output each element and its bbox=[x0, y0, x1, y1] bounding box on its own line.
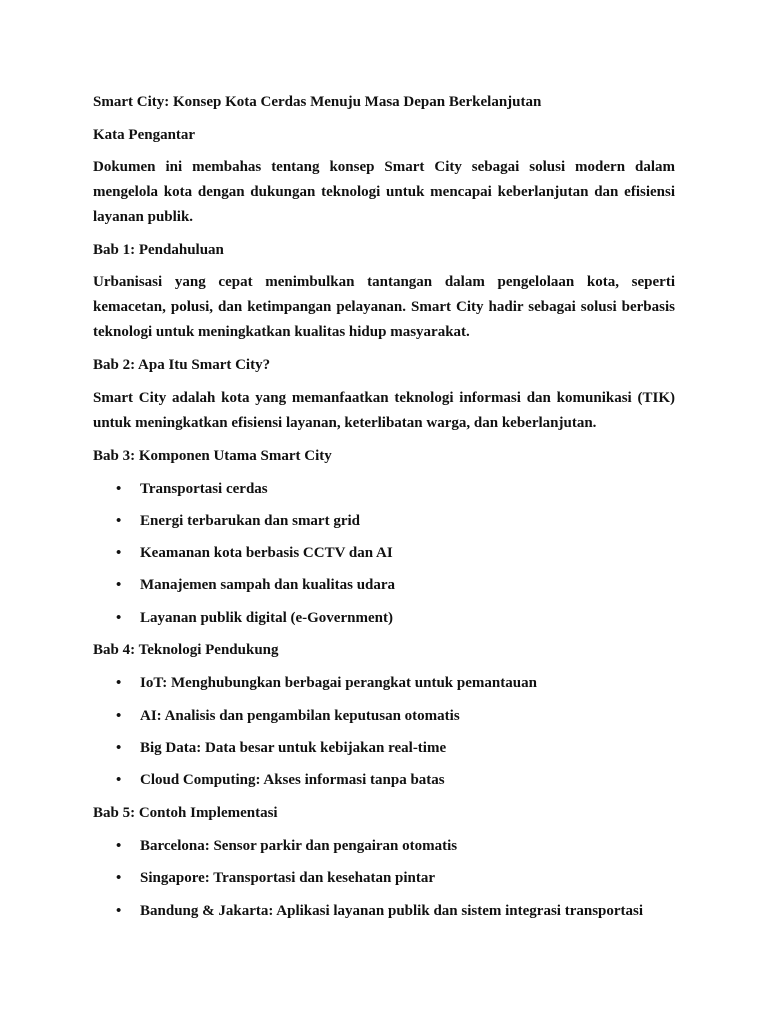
list-item: Cloud Computing: Akses informasi tanpa batas bbox=[140, 772, 445, 788]
bullet-icon: • bbox=[116, 675, 122, 691]
intro-paragraph: Dokumen ini membahas tentang konsep Smart City sebagai solusi modern dalam mengelola kota dengan dukungan teknologi untuk mencapai keberlanjutan dan efisiensi layanan publik. bbox=[93, 159, 675, 225]
bab1-heading: Bab 1: Pendahuluan bbox=[93, 242, 224, 258]
bab4-heading: Bab 4: Teknologi Pendukung bbox=[93, 642, 279, 658]
intro-heading: Kata Pengantar bbox=[93, 127, 196, 143]
bullet-icon: • bbox=[116, 577, 122, 593]
bullet-icon: • bbox=[116, 903, 122, 919]
document-title: Smart City: Konsep Kota Cerdas Menuju Masa Depan Berkelanjutan bbox=[93, 94, 542, 110]
bullet-icon: • bbox=[116, 545, 122, 561]
bullet-icon: • bbox=[116, 708, 122, 724]
bab5-heading: Bab 5: Contoh Implementasi bbox=[93, 805, 278, 821]
bullet-icon: • bbox=[116, 481, 122, 497]
list-item: IoT: Menghubungkan berbagai perangkat untuk pemantauan bbox=[140, 675, 537, 691]
list-item: Big Data: Data besar untuk kebijakan real-time bbox=[140, 740, 447, 756]
bab3-heading: Bab 3: Komponen Utama Smart City bbox=[93, 448, 332, 464]
list-item: Layanan publik digital (e-Government) bbox=[140, 610, 393, 626]
list-item: Manajemen sampah dan kualitas udara bbox=[140, 577, 396, 593]
bullet-icon: • bbox=[116, 772, 122, 788]
bullet-icon: • bbox=[116, 838, 122, 854]
bab2-heading: Bab 2: Apa Itu Smart City? bbox=[93, 357, 271, 373]
list-item: Singapore: Transportasi dan kesehatan pintar bbox=[140, 870, 436, 886]
bullet-icon: • bbox=[116, 870, 122, 886]
bullet-icon: • bbox=[116, 740, 122, 756]
bullet-icon: • bbox=[116, 513, 122, 529]
list-item: AI: Analisis dan pengambilan keputusan otomatis bbox=[140, 708, 460, 724]
bab2-paragraph: Smart City adalah kota yang memanfaatkan teknologi informasi dan komunikasi (TIK) untuk meningkatkan efisiensi layanan, keterlibatan warga, dan keberlanjutan. bbox=[93, 390, 675, 431]
bab1-paragraph: Urbanisasi yang cepat menimbulkan tantangan dalam pengelolaan kota, seperti kemacetan, polusi, dan ketimpangan pelayanan. Smart City hadir sebagai solusi berbasis teknologi untuk meningkatkan kualitas hidup masyarakat. bbox=[93, 274, 675, 340]
list-item: Bandung & Jakarta: Aplikasi layanan publik dan sistem integrasi transportasi bbox=[140, 903, 644, 919]
list-item: Transportasi cerdas bbox=[140, 481, 268, 497]
list-item: Keamanan kota berbasis CCTV dan AI bbox=[140, 545, 393, 561]
list-item: Energi terbarukan dan smart grid bbox=[140, 513, 361, 529]
bullet-icon: • bbox=[116, 610, 122, 626]
list-item: Barcelona: Sensor parkir dan pengairan otomatis bbox=[140, 838, 458, 854]
